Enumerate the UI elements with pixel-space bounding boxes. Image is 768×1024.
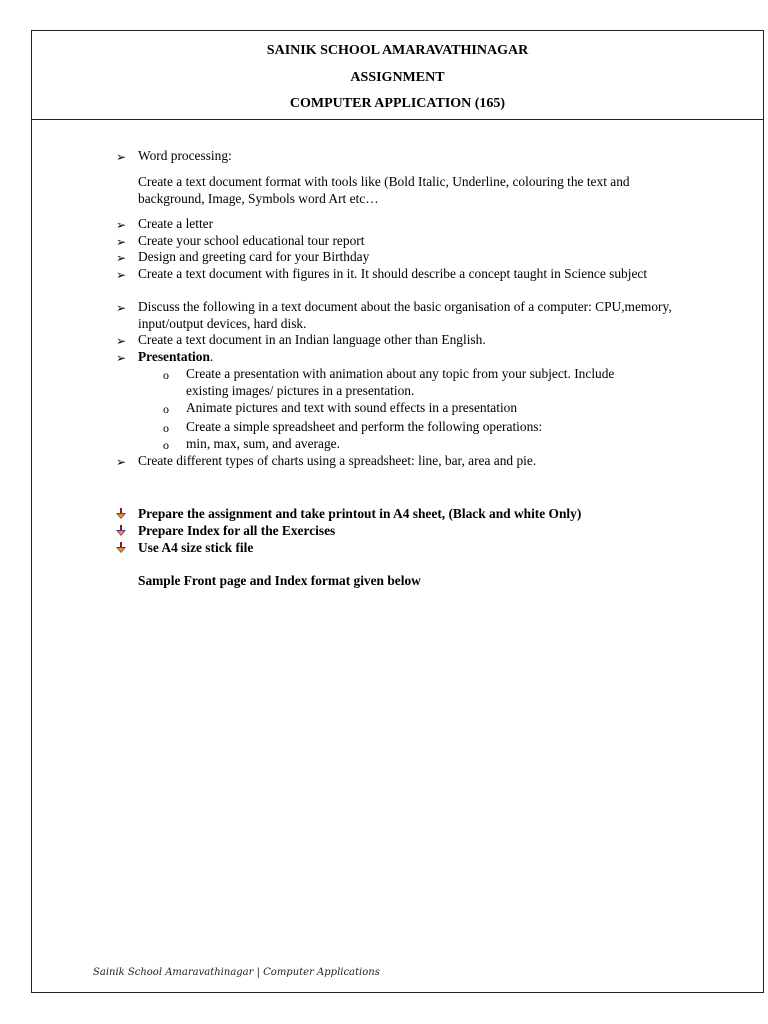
item-charts: Create different types of charts using a spreadsheet: line, bar, area and pie. [138,453,537,468]
instruction-index: Prepare Index for all the Exercises [138,523,336,538]
subitem-presentation-animation: Create a presentation with animation about any topic from your subject. Include existing images/ pictures in a presentation. [186,366,615,398]
subitem-operations: min, max, sum, and average. [186,436,340,451]
arrow-bullet-icon: ➢ [116,150,127,164]
item-greeting-card: Design and greeting card for your Birthday [138,249,370,264]
school-name: SAINIK SCHOOL AMARAVATHINAGAR [266,43,529,58]
arrow-bullet-icon: ➢ [116,351,127,365]
subject-title: COMPUTER APPLICATION (165) [289,96,506,111]
instruction-printout: Prepare the assignment and take printout in A4 sheet, (Black and white Only) [138,506,582,521]
arrow-bullet-icon: ➢ [116,455,127,469]
circle-bullet-icon: o [163,421,169,435]
item-figures: Create a text document with figures in it. It should describe a concept taught in Science subject [138,266,648,281]
item-indian-language: Create a text document in an Indian language other than English. [138,332,486,347]
item-tour-report: Create your school educational tour report [138,233,365,248]
arrow-bullet-icon: ➢ [116,218,127,232]
arrow-bullet-icon: ➢ [116,268,127,282]
circle-bullet-icon: o [163,438,169,452]
item-discuss: Discuss the following in a text document about the basic organisation of a computer: CPU,memory, input/output devices, hard disk. [138,299,672,331]
circle-bullet-icon: o [163,402,169,416]
item-word-processing: Word processing: [138,148,232,163]
item-word-description: Create a text document format with tools like (Bold Italic, Underline, colouring the text and background, Image, Symbols word Art etc… [138,174,630,206]
arrow-bullet-icon: ➢ [116,235,127,249]
instruction-sample: Sample Front page and Index format given below [138,573,421,588]
arrow-bullet-icon: ➢ [116,334,127,348]
circle-bullet-icon: o [163,368,169,382]
footer: Sainik School Amaravathinagar | Computer Applications [93,967,380,978]
item-letter: Create a letter [138,216,214,231]
arrow-bullet-icon: ➢ [116,301,127,315]
subitem-spreadsheet: Create a simple spreadsheet and perform the following operations: [186,419,543,434]
document-type: ASSIGNMENT [350,70,445,85]
item-presentation [138,349,678,366]
arrow-bullet-icon: ➢ [116,251,127,265]
presentation-heading: Presentation [138,349,210,364]
header [32,31,763,120]
flag-arrow-icon [115,508,127,520]
presentation-period: . [209,349,214,364]
flag-arrow-icon [115,542,127,554]
instruction-stick-file: Use A4 size stick file [138,540,254,555]
subitem-animate: Animate pictures and text with sound effects in a presentation [186,400,518,415]
flag-arrow-icon [115,525,127,537]
